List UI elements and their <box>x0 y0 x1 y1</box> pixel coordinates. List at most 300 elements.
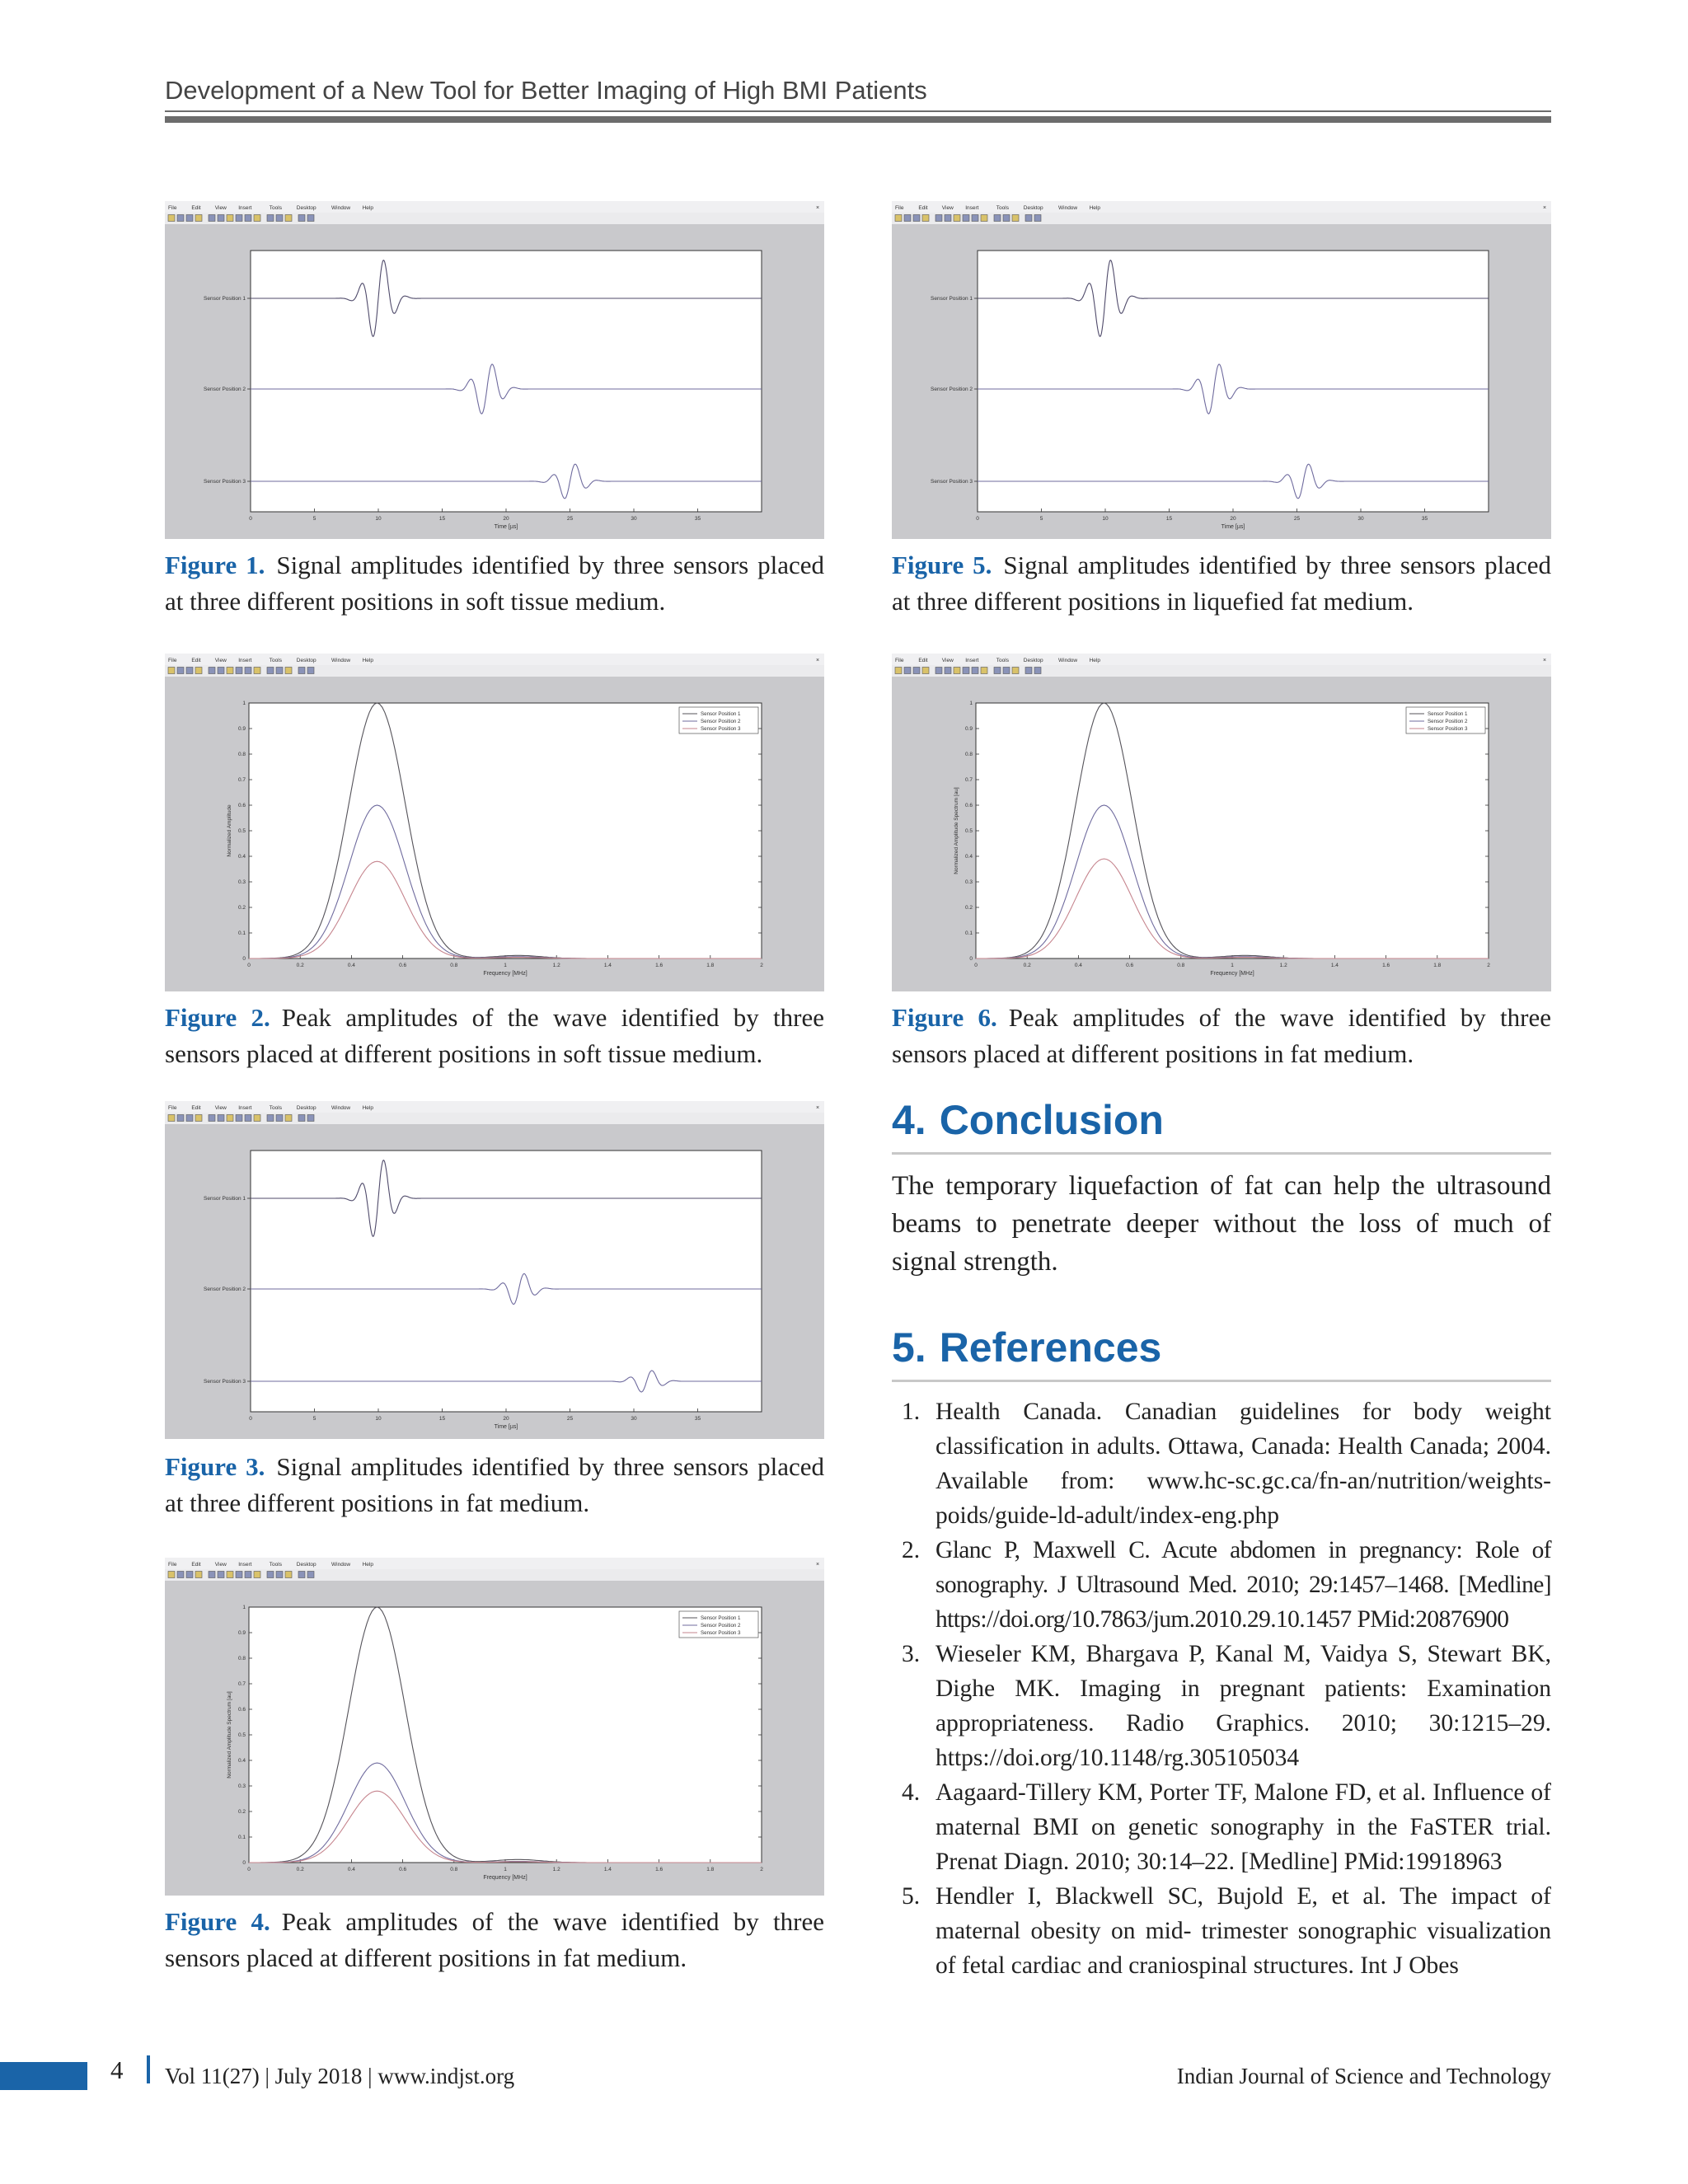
x-tick-label: 1 <box>1231 963 1234 968</box>
figure-1-caption <box>165 547 824 620</box>
figure-3-caption-text: Signal amplitudes identified by three sensors placed at three different positions in fat medium. <box>165 1452 825 1517</box>
menu-edit[interactable]: Edit <box>191 1105 201 1111</box>
rotate-icon[interactable] <box>245 1115 251 1122</box>
y-tick-label: 0.7 <box>964 777 973 783</box>
open-icon[interactable] <box>177 668 184 674</box>
figure-4-caption <box>165 1904 824 1976</box>
x-axis-label: Time [µs] <box>494 1424 518 1430</box>
brush-icon[interactable] <box>267 668 274 674</box>
window-close-icon[interactable]: × <box>1543 658 1547 663</box>
x-tick-label: 1.6 <box>655 963 663 968</box>
y-tick-label: 1 <box>242 1605 246 1610</box>
brush-icon[interactable] <box>994 215 1001 222</box>
window-close-icon[interactable]: × <box>816 1562 820 1568</box>
menu-help[interactable]: Help <box>362 1562 373 1568</box>
window-close-icon[interactable]: × <box>816 205 820 211</box>
x-tick-label: 25 <box>1293 516 1301 522</box>
y-tick-label: 0.2 <box>237 905 246 911</box>
menu-view[interactable]: View <box>941 658 954 663</box>
new-icon[interactable] <box>168 1572 175 1578</box>
show-icon[interactable] <box>307 1572 314 1578</box>
rotate-icon[interactable] <box>972 668 978 674</box>
colorbar-icon[interactable] <box>1003 668 1010 674</box>
legend-icon[interactable] <box>1012 668 1019 674</box>
x-tick-label: 20 <box>1230 516 1236 522</box>
edit-icon[interactable] <box>209 1115 215 1122</box>
menu-window[interactable]: Window <box>331 1105 351 1111</box>
y-tick-label: 0.3 <box>237 1783 246 1789</box>
open-icon[interactable] <box>177 215 184 222</box>
x-tick-label: 0.4 <box>347 963 355 968</box>
figure-3-screenshot <box>165 1101 824 1439</box>
zoom-out-icon[interactable] <box>954 215 960 222</box>
x-axis-label: Frequency [MHz] <box>483 1875 528 1881</box>
pan-icon[interactable] <box>963 215 969 222</box>
menu-file[interactable]: File <box>895 205 904 211</box>
x-tick-label: 1.2 <box>1279 963 1287 968</box>
x-tick-label: 1.2 <box>552 963 560 968</box>
menu-help[interactable]: Help <box>1089 205 1100 211</box>
x-tick-label: 1.2 <box>552 1867 560 1872</box>
menu-insert[interactable]: Insert <box>965 658 979 663</box>
menu-bar <box>892 201 1551 213</box>
y-axis-label: Normalized Amplitude <box>227 804 232 857</box>
y-tick-label: 0.9 <box>237 1630 246 1636</box>
y-tick-label: 0.5 <box>964 828 973 834</box>
toolbar <box>165 665 824 677</box>
x-tick-label: 2 <box>760 1867 763 1872</box>
zoom-in-icon[interactable] <box>945 215 951 222</box>
x-tick-label: 30 <box>1357 516 1364 522</box>
new-icon[interactable] <box>168 1115 175 1122</box>
x-tick-label: 0.2 <box>1023 963 1031 968</box>
pan-icon[interactable] <box>236 215 242 222</box>
open-icon[interactable] <box>904 668 911 674</box>
y-tick-label: Sensor Position 1 <box>931 296 973 302</box>
menu-help[interactable]: Help <box>362 205 373 211</box>
figure-1-plot <box>165 201 824 539</box>
y-tick-label: 1 <box>969 701 973 706</box>
header-rule-thick <box>165 116 1551 123</box>
zoom-in-icon[interactable] <box>218 1115 224 1122</box>
rotate-icon[interactable] <box>245 668 251 674</box>
x-axis-label: Time [µs] <box>1221 524 1245 530</box>
figure-6-caption <box>892 1000 1551 1072</box>
menu-view[interactable]: View <box>214 205 227 211</box>
save-icon[interactable] <box>913 215 920 222</box>
data-cursor-icon[interactable] <box>981 215 987 222</box>
menu-edit[interactable]: Edit <box>918 658 928 663</box>
legend-entry: Sensor Position 3 <box>1428 726 1468 732</box>
menu-desktop[interactable]: Desktop <box>1023 658 1043 663</box>
show-icon[interactable] <box>307 1115 314 1122</box>
colorbar-icon[interactable] <box>276 668 283 674</box>
plot-area <box>978 251 1489 512</box>
legend-icon[interactable] <box>1012 215 1019 222</box>
colorbar-icon[interactable] <box>276 1115 283 1122</box>
y-tick-label: 0.6 <box>237 803 246 808</box>
save-icon[interactable] <box>186 215 193 222</box>
save-icon[interactable] <box>913 668 920 674</box>
menu-help[interactable]: Help <box>1089 658 1100 663</box>
toolbar <box>165 213 824 224</box>
pan-icon[interactable] <box>236 668 242 674</box>
zoom-out-icon[interactable] <box>227 1115 233 1122</box>
y-tick-label: 0.8 <box>964 752 973 757</box>
pan-icon[interactable] <box>236 1572 242 1578</box>
rotate-icon[interactable] <box>245 215 251 222</box>
x-tick-label: 30 <box>631 1416 637 1422</box>
menu-help[interactable]: Help <box>362 658 373 663</box>
y-tick-label: Sensor Position 1 <box>204 1196 246 1202</box>
brush-icon[interactable] <box>267 1572 274 1578</box>
menu-edit[interactable]: Edit <box>918 205 928 211</box>
x-tick-label: 1.8 <box>706 1867 715 1872</box>
y-tick-label: Sensor Position 3 <box>204 1379 246 1385</box>
menu-bar <box>165 1101 824 1113</box>
menu-file[interactable]: File <box>168 658 177 663</box>
colorbar-icon[interactable] <box>276 1572 283 1578</box>
print-icon[interactable] <box>922 668 929 674</box>
menu-bar <box>165 201 824 213</box>
x-tick-label: 10 <box>375 1416 382 1422</box>
data-cursor-icon[interactable] <box>254 1115 260 1122</box>
menu-tools[interactable]: Tools <box>269 658 282 663</box>
x-tick-label: 35 <box>694 516 701 522</box>
menu-window[interactable]: Window <box>1058 658 1078 663</box>
y-tick-label: 0.7 <box>237 777 246 783</box>
menu-desktop[interactable]: Desktop <box>296 658 316 663</box>
data-cursor-icon[interactable] <box>254 668 260 674</box>
x-tick-label: 10 <box>1102 516 1109 522</box>
x-tick-label: 0.8 <box>1177 963 1185 968</box>
data-cursor-icon[interactable] <box>981 668 987 674</box>
figure-4-screenshot <box>165 1558 824 1896</box>
y-tick-label: 0.5 <box>237 1732 246 1738</box>
figure-6-caption-text: Peak amplitudes of the wave identified by three sensors placed at different positions in fat medium. <box>892 1003 1551 1068</box>
figure-6-label: Figure 6. <box>892 1003 997 1032</box>
pan-icon[interactable] <box>963 668 969 674</box>
conclusion-paragraph: The temporary liquefaction of fat can help the ultrasound beams to penetrate deeper without the loss of much of signal strength. <box>892 1171 1551 1277</box>
menu-view[interactable]: View <box>214 1562 227 1568</box>
menu-bar <box>892 654 1551 665</box>
new-icon[interactable] <box>168 668 175 674</box>
menu-file[interactable]: File <box>895 658 904 663</box>
edit-icon[interactable] <box>935 668 942 674</box>
zoom-in-icon[interactable] <box>218 1572 224 1578</box>
menu-window[interactable]: Window <box>1058 205 1078 211</box>
x-tick-label: 0 <box>249 516 252 522</box>
x-tick-label: 0 <box>974 963 978 968</box>
menu-file[interactable]: File <box>168 1562 177 1568</box>
menu-window[interactable]: Window <box>331 205 351 211</box>
y-tick-label: 0.3 <box>964 879 973 885</box>
x-tick-label: 5 <box>1039 516 1043 522</box>
save-icon[interactable] <box>186 1572 193 1578</box>
x-tick-label: 2 <box>760 963 763 968</box>
save-icon[interactable] <box>186 668 193 674</box>
new-icon[interactable] <box>168 215 175 222</box>
print-icon[interactable] <box>195 1115 202 1122</box>
zoom-in-icon[interactable] <box>218 668 224 674</box>
menu-tools[interactable]: Tools <box>269 1562 282 1568</box>
x-tick-label: 30 <box>631 516 637 522</box>
y-tick-label: 0.5 <box>237 828 246 834</box>
x-tick-label: 15 <box>438 516 446 522</box>
figure-5-plot <box>892 201 1551 539</box>
reference-item <box>892 1637 1551 1775</box>
hide-icon[interactable] <box>298 1572 305 1578</box>
reference-item <box>892 1879 1551 1983</box>
x-tick-label: 0 <box>247 963 251 968</box>
zoom-out-icon[interactable] <box>227 668 233 674</box>
x-tick-label: 0.6 <box>399 963 407 968</box>
legend-entry: Sensor Position 3 <box>701 1630 741 1636</box>
menu-edit[interactable]: Edit <box>191 205 201 211</box>
edit-icon[interactable] <box>935 215 942 222</box>
x-tick-label: 5 <box>312 1416 316 1422</box>
figure-3-label: Figure 3. <box>165 1452 265 1481</box>
menu-tools[interactable]: Tools <box>269 205 282 211</box>
figure-6-screenshot <box>892 654 1551 991</box>
figure-5-label: Figure 5. <box>892 551 992 579</box>
hide-icon[interactable] <box>298 668 305 674</box>
legend-entry: Sensor Position 3 <box>701 726 741 732</box>
zoom-out-icon[interactable] <box>227 1572 233 1578</box>
x-tick-label: 0.2 <box>296 1867 304 1872</box>
hide-icon[interactable] <box>1025 668 1032 674</box>
menu-view[interactable]: View <box>214 1105 227 1111</box>
y-tick-label: 1 <box>242 701 246 706</box>
menu-view[interactable]: View <box>941 205 954 211</box>
colorbar-icon[interactable] <box>276 215 283 222</box>
new-icon[interactable] <box>895 668 902 674</box>
toolbar <box>165 1113 824 1124</box>
data-cursor-icon[interactable] <box>254 1572 260 1578</box>
footer-journal: Indian Journal of Science and Technology <box>1176 2064 1551 2088</box>
open-icon[interactable] <box>177 1572 184 1578</box>
menu-file[interactable]: File <box>168 205 177 211</box>
y-tick-label: 0.8 <box>237 752 246 757</box>
menu-edit[interactable]: Edit <box>191 658 201 663</box>
brush-icon[interactable] <box>267 215 274 222</box>
menu-insert[interactable]: Insert <box>238 658 252 663</box>
x-tick-label: 15 <box>438 1416 446 1422</box>
x-tick-label: 15 <box>1165 516 1173 522</box>
plot-area <box>249 1607 762 1863</box>
menu-insert[interactable]: Insert <box>965 205 979 211</box>
figure-2-plot <box>165 654 824 991</box>
footer-volume: Vol 11(27) | July 2018 | www.indjst.org <box>165 2064 515 2088</box>
menu-insert[interactable]: Insert <box>238 1562 252 1568</box>
references-title: References <box>939 1324 1162 1371</box>
x-tick-label: 35 <box>1421 516 1428 522</box>
x-tick-label: 35 <box>694 1416 701 1422</box>
save-icon[interactable] <box>186 1115 193 1122</box>
show-icon[interactable] <box>1034 215 1041 222</box>
y-tick-label: 0.9 <box>964 726 973 732</box>
menu-desktop[interactable]: Desktop <box>296 205 316 211</box>
figure-2-screenshot <box>165 654 824 991</box>
menu-view[interactable]: View <box>214 658 227 663</box>
footer-separator <box>147 2055 150 2083</box>
y-tick-label: 0 <box>242 1860 246 1866</box>
window-close-icon[interactable]: × <box>1543 205 1547 211</box>
x-tick-label: 1.8 <box>1433 963 1442 968</box>
x-tick-label: 1.6 <box>1382 963 1390 968</box>
y-tick-label: 0.9 <box>237 726 246 732</box>
data-cursor-icon[interactable] <box>254 215 260 222</box>
y-tick-label: 0.2 <box>964 905 973 911</box>
zoom-in-icon[interactable] <box>945 668 951 674</box>
print-icon[interactable] <box>195 1572 202 1578</box>
new-icon[interactable] <box>895 215 902 222</box>
edit-icon[interactable] <box>209 215 215 222</box>
y-tick-label: Sensor Position 3 <box>204 479 246 485</box>
figure-4-label: Figure 4. <box>165 1907 270 1936</box>
edit-icon[interactable] <box>209 1572 215 1578</box>
toolbar <box>892 213 1551 224</box>
menu-insert[interactable]: Insert <box>238 205 252 211</box>
menu-insert[interactable]: Insert <box>238 1105 252 1111</box>
hide-icon[interactable] <box>1025 215 1032 222</box>
rotate-icon[interactable] <box>245 1572 251 1578</box>
x-tick-label: 0.8 <box>450 963 458 968</box>
y-tick-label: 0 <box>242 956 246 962</box>
header-rule <box>165 110 1551 112</box>
menu-desktop[interactable]: Desktop <box>296 1105 316 1111</box>
footer-accent-bar <box>0 2062 87 2090</box>
y-tick-label: Sensor Position 2 <box>204 1286 246 1292</box>
legend-icon[interactable] <box>285 215 292 222</box>
figure-2-label: Figure 2. <box>165 1003 270 1032</box>
x-tick-label: 1.4 <box>603 1867 612 1872</box>
rotate-icon[interactable] <box>972 215 978 222</box>
legend-icon[interactable] <box>285 668 292 674</box>
x-tick-label: 2 <box>1487 963 1490 968</box>
open-icon[interactable] <box>177 1115 184 1122</box>
zoom-in-icon[interactable] <box>218 215 224 222</box>
legend-entry: Sensor Position 2 <box>1428 719 1468 724</box>
x-tick-label: 0 <box>976 516 979 522</box>
reference-number: 5. <box>902 1883 921 1910</box>
x-tick-label: 0.4 <box>347 1867 355 1872</box>
zoom-out-icon[interactable] <box>227 215 233 222</box>
show-icon[interactable] <box>307 215 314 222</box>
x-tick-label: 0.6 <box>1126 963 1134 968</box>
brush-icon[interactable] <box>994 668 1001 674</box>
conclusion-number: 4. <box>892 1097 926 1143</box>
reference-number: 2. <box>902 1537 921 1563</box>
y-tick-label: 0.8 <box>237 1656 246 1661</box>
figure-4-plot <box>165 1558 824 1896</box>
figure-5-caption-text: Signal amplitudes identified by three sensors placed at three different positions in liquefied fat medium. <box>892 551 1552 616</box>
pan-icon[interactable] <box>236 1115 242 1122</box>
y-tick-label: 0.6 <box>964 803 973 808</box>
y-tick-label: Sensor Position 1 <box>204 296 246 302</box>
window-close-icon[interactable]: × <box>816 1105 820 1111</box>
hide-icon[interactable] <box>298 1115 305 1122</box>
reference-item <box>892 1533 1551 1637</box>
y-tick-label: 0.6 <box>237 1707 246 1713</box>
figure-1-screenshot <box>165 201 824 539</box>
menu-bar <box>165 1558 824 1569</box>
legend-entry: Sensor Position 2 <box>701 719 741 724</box>
menu-window[interactable]: Window <box>331 658 351 663</box>
y-tick-label: 0.1 <box>964 930 973 936</box>
menu-bar <box>165 654 824 665</box>
figure-1-label: Figure 1. <box>165 551 265 579</box>
x-axis-label: Frequency [MHz] <box>1210 971 1254 977</box>
reference-list <box>892 1394 1551 1983</box>
show-icon[interactable] <box>307 668 314 674</box>
x-tick-label: 0.6 <box>399 1867 407 1872</box>
menu-desktop[interactable]: Desktop <box>1023 205 1043 211</box>
figure-2-caption-text: Peak amplitudes of the wave identified by three sensors placed at different positions in soft tissue medium. <box>165 1003 824 1068</box>
y-axis-label: Normalized Amplitude Spectrum [au] <box>227 1691 232 1779</box>
reference-number: 3. <box>902 1641 921 1667</box>
menu-tools[interactable]: Tools <box>996 658 1009 663</box>
hide-icon[interactable] <box>298 215 305 222</box>
reference-text: Glanc P, Maxwell C. Acute abdomen in pregnancy: Role of sonography. J Ultrasound Med. 2010; 29:1457–1468. [Medline] https://doi.org/10.7863/jum.2010.29.10.1457 PMid:20876900 <box>935 1537 1551 1633</box>
figure-5-screenshot <box>892 201 1551 539</box>
legend-icon[interactable] <box>285 1115 292 1122</box>
y-tick-label: Sensor Position 2 <box>931 387 973 392</box>
print-icon[interactable] <box>195 215 202 222</box>
x-tick-label: 25 <box>566 1416 574 1422</box>
open-icon[interactable] <box>904 215 911 222</box>
menu-tools[interactable]: Tools <box>269 1105 282 1111</box>
plot-area <box>249 703 762 958</box>
reference-number: 1. <box>902 1399 921 1425</box>
toolbar <box>892 665 1551 677</box>
edit-icon[interactable] <box>209 668 215 674</box>
y-tick-label: 0.4 <box>964 854 973 860</box>
menu-desktop[interactable]: Desktop <box>296 1562 316 1568</box>
brush-icon[interactable] <box>267 1115 274 1122</box>
x-tick-label: 20 <box>503 516 509 522</box>
menu-file[interactable]: File <box>168 1105 177 1111</box>
x-axis-label: Frequency [MHz] <box>483 971 528 977</box>
x-tick-label: 0.2 <box>296 963 304 968</box>
x-tick-label: 0 <box>249 1416 252 1422</box>
print-icon[interactable] <box>922 215 929 222</box>
menu-window[interactable]: Window <box>331 1562 351 1568</box>
x-axis-label: Time [µs] <box>494 524 518 530</box>
running-header: Development of a New Tool for Better Imaging of High BMI Patients <box>165 76 927 105</box>
x-tick-label: 1 <box>504 1867 507 1872</box>
y-tick-label: 0.4 <box>237 1758 246 1764</box>
menu-help[interactable]: Help <box>362 1105 373 1111</box>
window-close-icon[interactable]: × <box>816 658 820 663</box>
y-tick-label: 0 <box>969 956 973 962</box>
x-tick-label: 5 <box>312 516 316 522</box>
references-number: 5. <box>892 1324 926 1371</box>
conclusion-heading <box>892 1096 1551 1155</box>
print-icon[interactable] <box>195 668 202 674</box>
show-icon[interactable] <box>1034 668 1041 674</box>
x-tick-label: 1 <box>504 963 507 968</box>
colorbar-icon[interactable] <box>1003 215 1010 222</box>
x-tick-label: 10 <box>375 516 382 522</box>
legend-icon[interactable] <box>285 1572 292 1578</box>
zoom-out-icon[interactable] <box>954 668 960 674</box>
menu-tools[interactable]: Tools <box>996 205 1009 211</box>
menu-edit[interactable]: Edit <box>191 1562 201 1568</box>
y-axis-label: Normalized Amplitude Spectrum [au] <box>954 787 959 874</box>
figure-4-caption-text: Peak amplitudes of the wave identified by three sensors placed at different positions in fat medium. <box>165 1907 824 1972</box>
figure-3-caption <box>165 1449 824 1521</box>
